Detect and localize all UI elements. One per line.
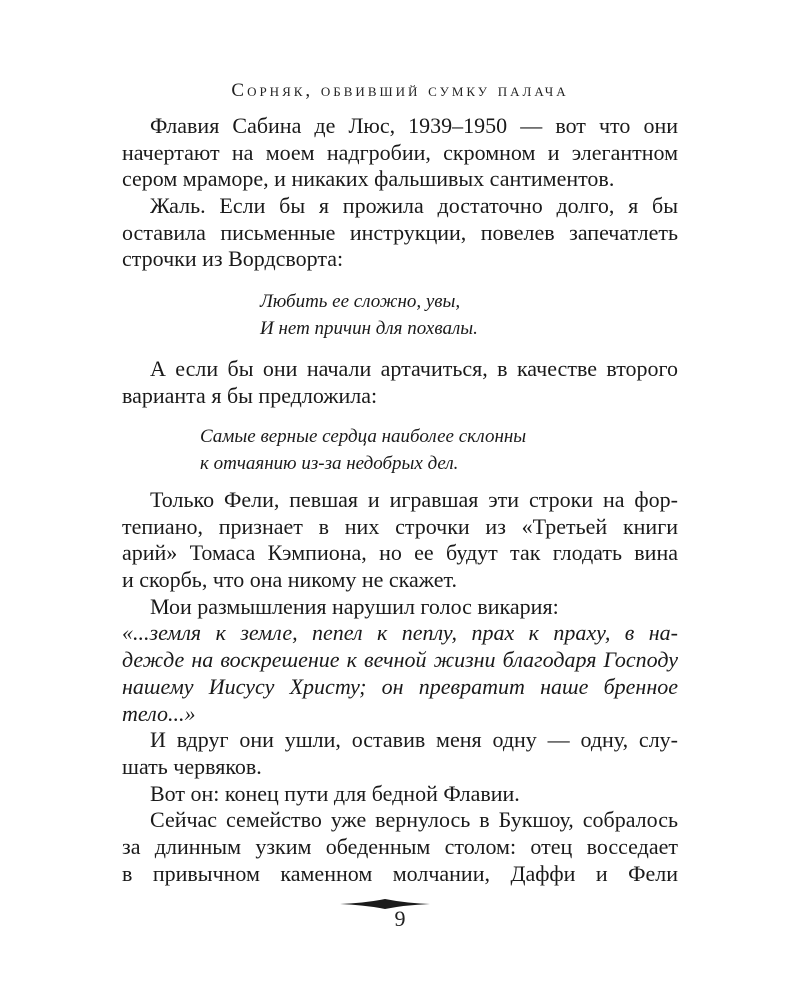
paragraph-7-line: И вдруг они ушли, оставив меня одну — одну, слу- xyxy=(150,727,678,753)
paragraph-9-line: за длинным узким обеденным столом: отец восседает xyxy=(122,833,678,859)
paragraph-2-line: строчки из Вордсворта: xyxy=(122,246,344,272)
paragraph-1-line: сером мраморе, и никаких фальшивых сантиментов. xyxy=(122,166,615,192)
paragraph-2-line: Жаль. Если бы я прожила достаточно долго, я бы xyxy=(150,193,678,219)
paragraph-4-line: тепиано, признает в них строчки из «Третьей книги xyxy=(122,513,678,539)
paragraph-2-line: оставила письменные инструкции, повелев запечатлеть xyxy=(122,219,678,245)
paragraph-6-line: «...земля к земле, пепел к пеплу, прах к праху, в на- xyxy=(122,620,678,646)
verse-quote-1 xyxy=(260,288,478,342)
paragraph-1-line: начертают на моем надгробии, скромном и элегантном xyxy=(122,139,678,165)
verse-line: Любить ее сложно, увы, xyxy=(260,291,461,312)
verse-line: Самые верные сердца наиболее склонны xyxy=(200,426,527,447)
text-block-1 xyxy=(122,113,678,273)
paragraph-9-line: в привычном каменном молчании, Даффи и Фели xyxy=(122,860,678,886)
paragraph-4-line: и скорбь, что она никому не скажет. xyxy=(122,567,457,593)
verse-line: И нет причин для похвалы. xyxy=(260,318,478,339)
paragraph-1-line: Флавия Сабина де Люс, 1939–1950 — вот что они xyxy=(150,113,678,138)
verse-quote-2 xyxy=(200,423,526,477)
paragraph-3-line: варианта я бы предложила: xyxy=(122,382,378,408)
paragraph-3-line: А если бы они начали артачиться, в качестве второго xyxy=(150,356,678,381)
paragraph-6-line: нашему Иисусу Христу; он превратит наше бренное xyxy=(122,673,678,699)
paragraph-4-line: арий» Томаса Кэмпиона, но ее будут так глодать вина xyxy=(122,540,678,566)
verse-line: к отчаянию из-за недобрых дел. xyxy=(200,453,459,474)
running-head: Сорняк, обвивший сумку палача xyxy=(231,80,569,101)
paragraph-8-line: Вот он: конец пути для бедной Флавии. xyxy=(150,780,520,806)
paragraph-7-line: шать червяков. xyxy=(122,753,262,779)
text-block-3 xyxy=(122,487,678,887)
text-block-2 xyxy=(122,356,678,409)
paragraph-6-line: дежде на воскрешение к вечной жизни благодаря Господу xyxy=(122,647,678,673)
paragraph-5-line: Мои размышления нарушил голос викария: xyxy=(150,593,559,619)
page-number: 9 xyxy=(394,906,406,931)
paragraph-9-line: Сейчас семейство уже вернулось в Букшоу, собралось xyxy=(150,807,678,833)
paragraph-6-line: тело...» xyxy=(122,700,196,726)
paragraph-4-line: Только Фели, певшая и игравшая эти строки на фор- xyxy=(150,487,678,512)
